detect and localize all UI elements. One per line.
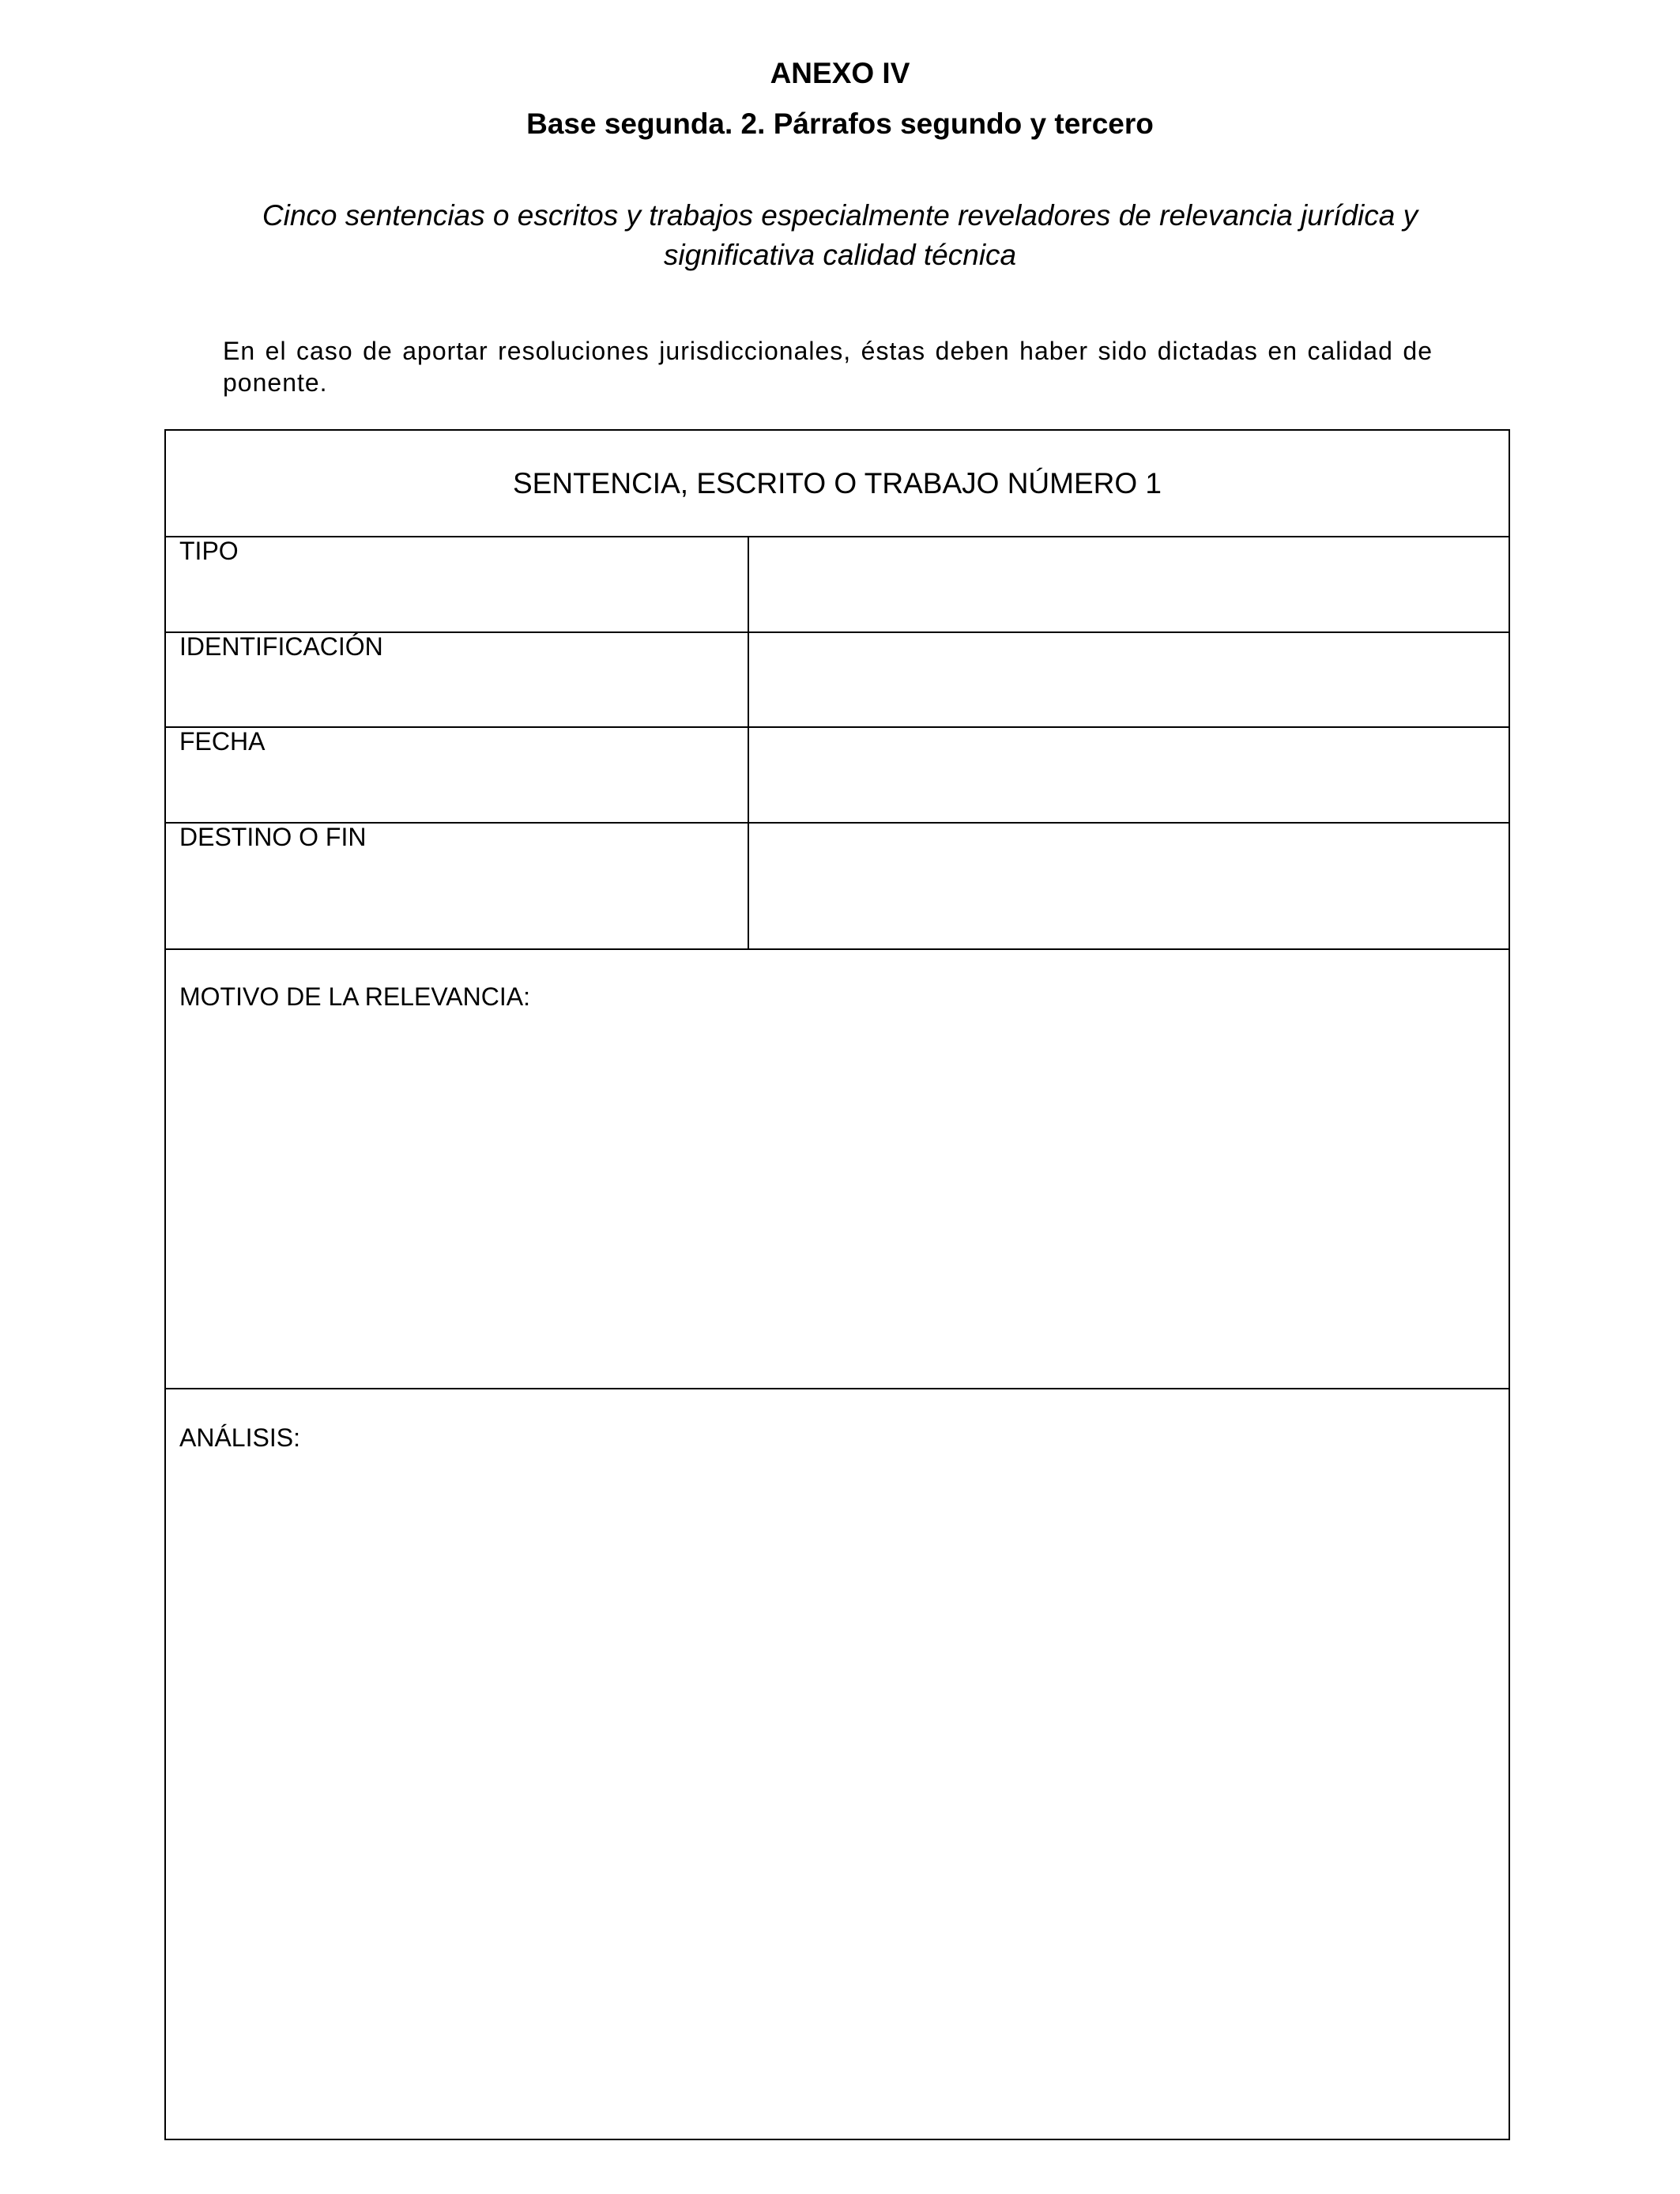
row-divider bbox=[166, 536, 1509, 537]
column-divider bbox=[748, 536, 749, 949]
row-divider bbox=[166, 1388, 1509, 1389]
row-divider bbox=[166, 726, 1509, 728]
field-value-tipo[interactable] bbox=[751, 540, 1505, 628]
field-label-tipo: TIPO bbox=[179, 537, 239, 565]
field-label-destino: DESTINO O FIN bbox=[179, 823, 367, 851]
form-table bbox=[164, 429, 1510, 2140]
relevance-label: MOTIVO DE LA RELEVANCIA: bbox=[179, 982, 530, 1011]
field-value-destino[interactable] bbox=[751, 826, 1505, 945]
annex-title: ANEXO IV bbox=[770, 57, 910, 89]
row-divider bbox=[166, 822, 1509, 824]
row-divider bbox=[166, 948, 1509, 950]
field-value-fecha[interactable] bbox=[751, 730, 1505, 819]
analysis-area[interactable] bbox=[179, 1466, 1495, 2130]
field-value-identificacion[interactable] bbox=[751, 635, 1505, 723]
base-subtitle: Base segunda. 2. Párrafos segundo y tercero bbox=[526, 107, 1154, 140]
field-label-fecha: FECHA bbox=[179, 727, 266, 756]
intro-note: En el caso de aportar resoluciones jurisdiccionales, éstas deben haber sido dictadas en calidad de ponente. bbox=[223, 337, 1433, 397]
relevance-area[interactable] bbox=[179, 1023, 1495, 1379]
field-label-identificacion: IDENTIFICACIÓN bbox=[179, 632, 383, 661]
form-heading: SENTENCIA, ESCRITO O TRABAJO NÚMERO 1 bbox=[513, 466, 1162, 499]
document-description: Cinco sentencias o escritos y trabajos especialmente reveladores de relevancia jurídica y significativa calidad técnica bbox=[262, 199, 1418, 271]
analysis-label: ANÁLISIS: bbox=[179, 1423, 300, 1452]
